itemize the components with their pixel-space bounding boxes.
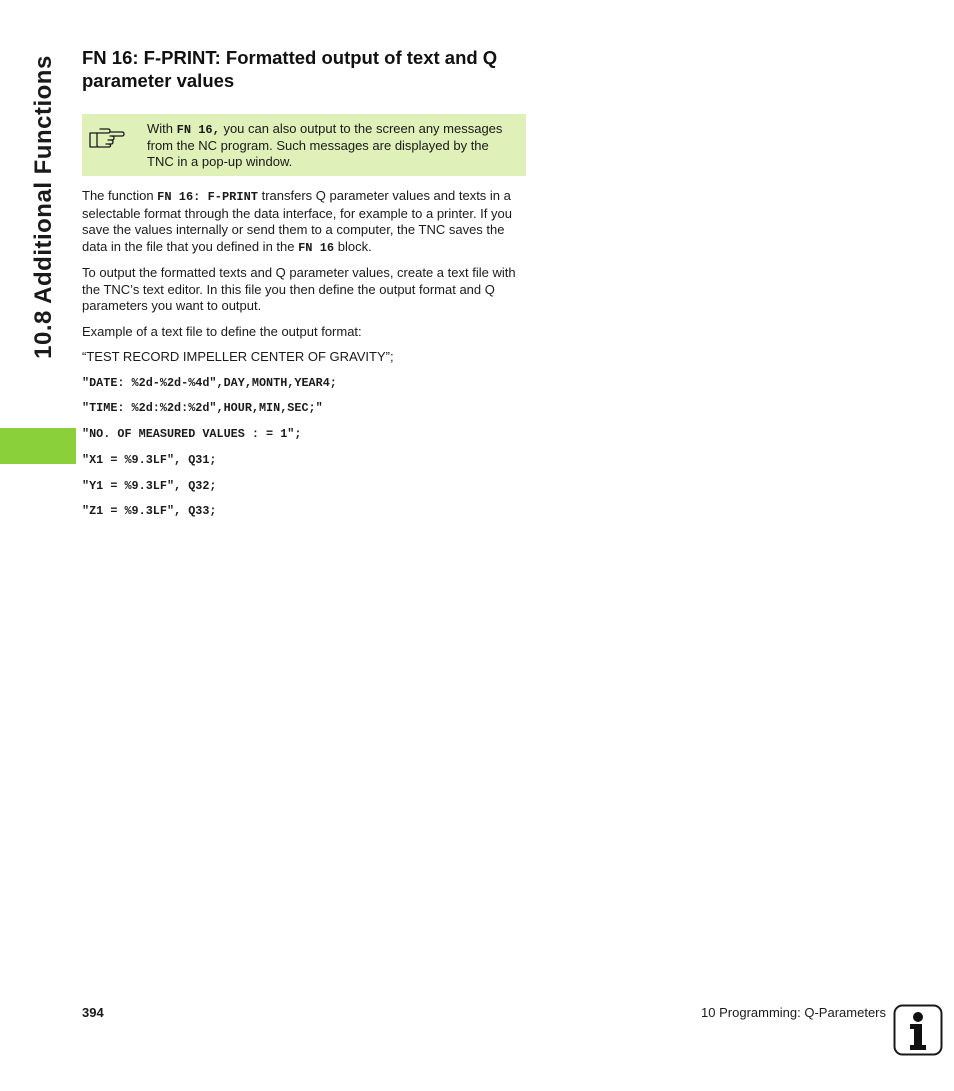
note-text: [147, 121, 506, 170]
note-code: FN 16,: [176, 123, 220, 137]
page-heading: FN 16: F-PRINT: Formatted output of text and Q parameter values: [82, 47, 498, 91]
note-suffix: you can also output to the screen any messages from the NC program. Such messages are displayed by the TNC in a pop-up window.: [147, 121, 503, 169]
page-number: 394: [82, 1005, 104, 1020]
chapter-label: 10 Programming: Q-Parameters: [701, 1005, 886, 1020]
section-title-text: 10.8 Additional Functions: [30, 55, 58, 359]
paragraph-example-intro: Example of a text file to define the output format:: [82, 323, 362, 339]
code-line: "Z1 = %9.3LF", Q33;: [82, 504, 217, 519]
para1-text-a: The function: [82, 188, 158, 203]
chapter-tab-marker: [0, 428, 76, 464]
example-title-line: “TEST RECORD IMPELLER CENTER OF GRAVITY”;: [82, 349, 394, 364]
section-title-vertical: [26, 52, 62, 362]
note-prefix: With: [147, 121, 177, 136]
note-box: [82, 114, 526, 176]
info-icon: [893, 1004, 943, 1056]
para1-text-b: transfers Q parameter values and texts in a selectable format through the data interface, for example to a printer. If you save the values internally or send them to a computer, the TNC saves the data in the file that you defined in the: [82, 188, 512, 254]
code-line: "NO. OF MEASURED VALUES : = 1";: [82, 427, 302, 442]
para1-code-2: FN 16: [298, 240, 335, 255]
para1-text-c: block.: [334, 238, 372, 254]
pointing-hand-icon: [88, 124, 126, 148]
para1-code-1: FN 16: F-PRINT: [157, 190, 258, 204]
code-line: "TIME: %2d:%2d:%2d",HOUR,MIN,SEC;": [82, 401, 323, 416]
paragraph-output: To output the formatted texts and Q parameter values, create a text file with the TNC’s text editor. In this file you then define the output format and Q parameters you want to output.: [82, 265, 516, 313]
code-line: "X1 = %9.3LF", Q31;: [82, 452, 217, 467]
main-content: [82, 46, 526, 519]
code-line: "DATE: %2d-%2d-%4d",DAY,MONTH,YEAR4;: [82, 375, 337, 390]
code-line: "Y1 = %9.3LF", Q32;: [82, 478, 217, 493]
paragraph-fprint: [82, 188, 526, 256]
